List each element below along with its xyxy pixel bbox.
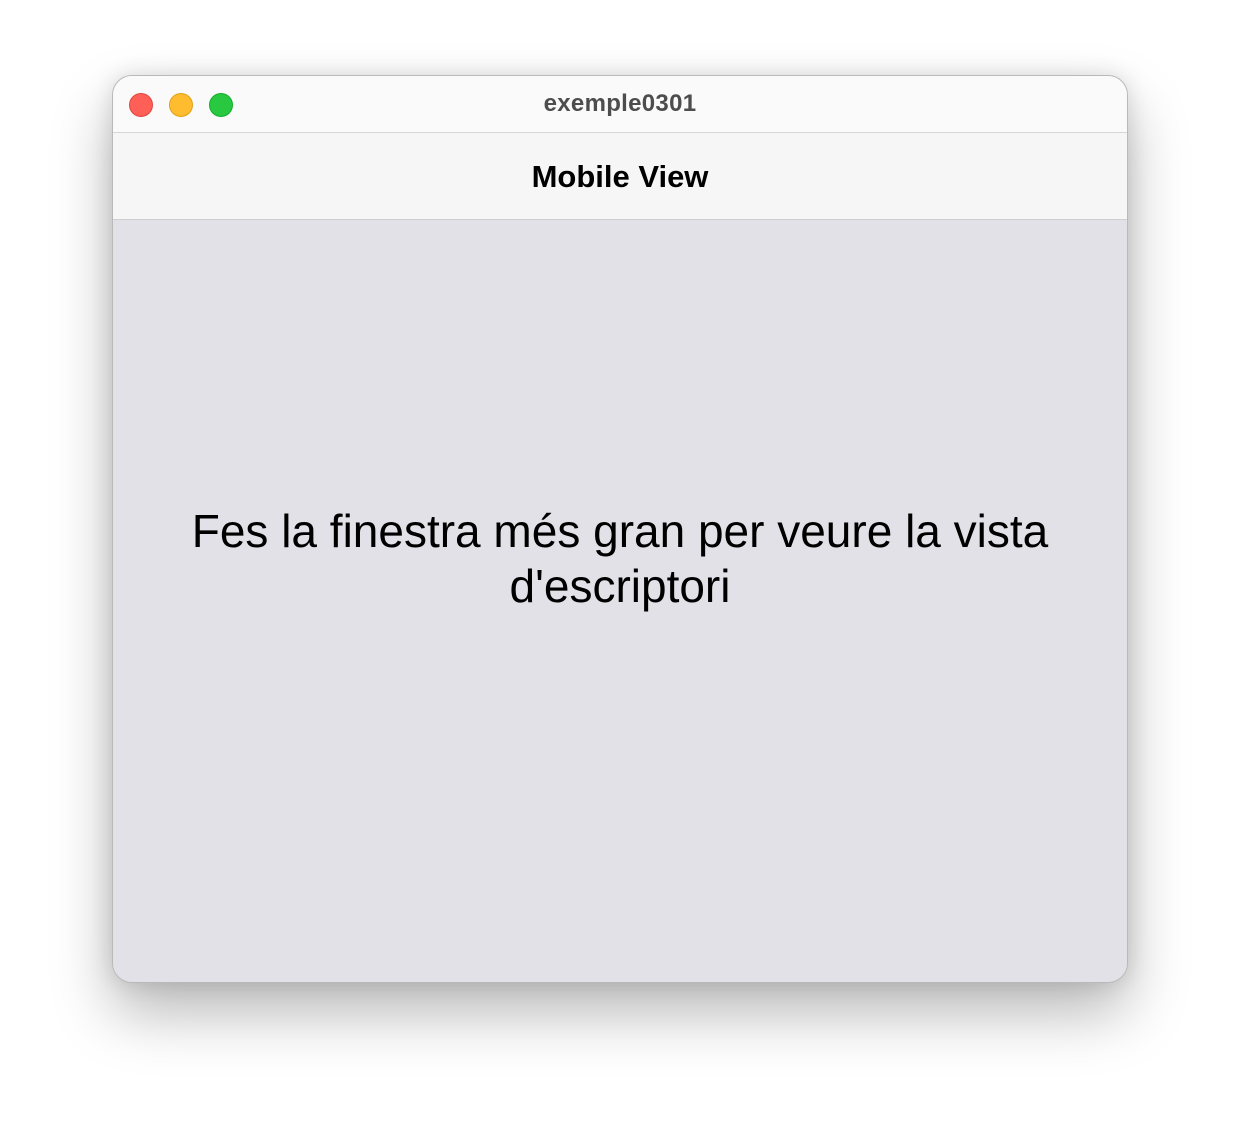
- window-titlebar[interactable]: [113, 76, 1127, 133]
- main-content: [113, 220, 1127, 983]
- navigation-bar: [113, 133, 1127, 220]
- window-title: exemple0301: [543, 90, 697, 117]
- nav-title: Mobile View: [531, 159, 709, 194]
- app-window: [112, 75, 1128, 983]
- resize-hint-message: Fes la finestra més gran per veure la vista d'escriptori: [191, 505, 1049, 612]
